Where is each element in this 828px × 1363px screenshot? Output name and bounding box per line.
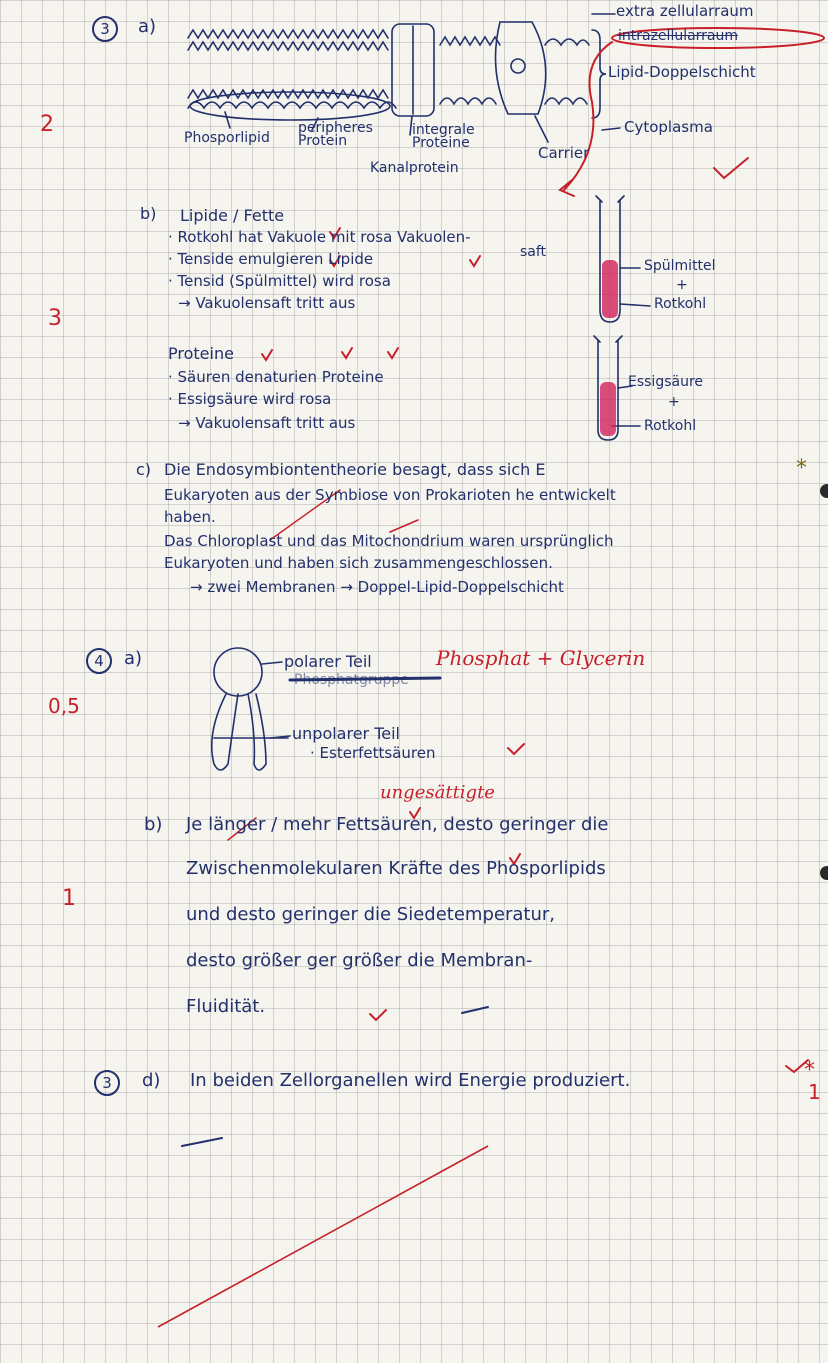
polar-label: polarer Teil [284,652,372,671]
margin-score-3a: 2 [40,112,54,137]
section-3c-star: * [796,456,807,481]
section-3-number: 3 [92,16,118,42]
membrane-upper-layer [188,30,388,38]
label-kanalprotein: Kanalprotein [370,160,459,176]
section-3c-label: c) [136,460,152,479]
section-4b-line-1: Je länger / mehr Fettsäuren, desto geringer die [186,814,609,835]
section-3c-line-1: Die Endosymbiontentheorie besagt, dass sich E [164,460,546,479]
check-1 [714,158,748,178]
section-3b-line-5: → Vakuolensaft tritt aus [178,294,356,312]
section-4b-label: b) [144,814,163,835]
label-peripheres-protein: peripheres Protein [298,120,373,149]
margin-score-4b: 1 [62,886,76,911]
tube-1-label-1: Spülmittel [644,258,716,274]
phospholipid-tail-left [212,694,238,770]
tube-2-label-3: Rotkohl [644,418,697,434]
tube-1-label-3: Rotkohl [654,296,707,312]
label-lipid-doppelschicht: Lipid-Doppelschicht [608,63,756,81]
section-3c-line-6: → zwei Membranen → Doppel-Lipid-Doppelschicht [190,578,564,596]
section-3d-number: 3 [94,1070,120,1096]
section-4b-line-4: desto größer ger größer die Membran- [186,950,533,971]
binder-hole-2 [820,866,828,880]
tube-2-label-2: + [668,394,680,410]
phospholipid-head [214,648,262,696]
tube-2-label-1: Essigsäure [628,374,704,390]
red-arrow-mark [560,42,612,196]
label-cytoplasma: Cytoplasma [624,118,713,136]
section-3b-line-4: · Tensid (Spülmittel) wird rosa [168,272,391,290]
label-phospholipid: Phosporlipid [184,130,270,146]
section-3b-line-2: saft [520,244,547,260]
section-3b-label: b) [140,204,157,223]
section-3c-line-2: Eukaryoten aus der Symbiose von Prokarioten he entwickelt [164,486,616,504]
polar-struck-text: Phosphatgruppe [294,672,409,688]
label-extrazellularraum: extra zellularraum [616,2,754,20]
section-4b-line-3: und desto geringer die Siedetemperatur, [186,904,555,925]
phospholipid-tail-right [248,694,266,770]
label-intrazellularraum: intrazellularraum [618,28,739,44]
proteine-line-3: → Vakuolensaft tritt aus [178,414,356,432]
section-4a-label: a) [124,648,143,669]
section-3b-line-3: · Tenside emulgieren Lipide [168,250,374,268]
margin-score-3b: 3 [48,306,62,331]
proteine-line-2: · Essigsäure wird rosa [168,390,332,408]
proteine-line-1: · Säuren denaturien Proteine [168,368,384,386]
unpolar-label: unpolarer Teil [292,724,400,743]
section-3d-star: * [804,1058,815,1083]
polar-correction: Phosphat + Glycerin [436,646,646,670]
tube-1-label-2: + [676,277,688,293]
unpolar-item: · Esterfettsäuren [310,744,436,762]
ungesaettigte-correction: ungesättigte [380,782,495,803]
label-integrale-proteine: integrale Proteine [412,122,475,151]
section-3d-score: 1 [808,1080,821,1104]
section-4-number: 4 [86,648,112,674]
section-3b-heading: Lipide / Fette [180,206,285,225]
label-carrier: Carrier [538,144,590,162]
section-3c-line-3: haben. [164,508,216,526]
diagonal-line [158,1146,488,1327]
carrier-shape [496,22,546,114]
section-3d-label: d) [142,1070,161,1091]
binder-hole-1 [820,484,828,498]
section-3c-line-5: Eukaryoten und haben sich zusammengeschlossen. [164,554,553,572]
section-3a-label: a) [138,16,157,37]
section-3b-line-1: · Rotkohl hat Vakuole mit rosa Vakuolen- [168,228,471,246]
section-3d-text: In beiden Zellorganellen wird Energie produziert. [190,1070,631,1091]
section-4b-line-2: Zwischenmolekularen Kräfte des Phosporlipids [186,858,606,879]
margin-score-4a: 0,5 [48,694,80,718]
section-4b-line-5: Fluidität. [186,996,266,1017]
proteine-heading: Proteine [168,344,234,363]
section-3c-line-4: Das Chloroplast und das Mitochondrium waren ursprünglich [164,532,614,550]
